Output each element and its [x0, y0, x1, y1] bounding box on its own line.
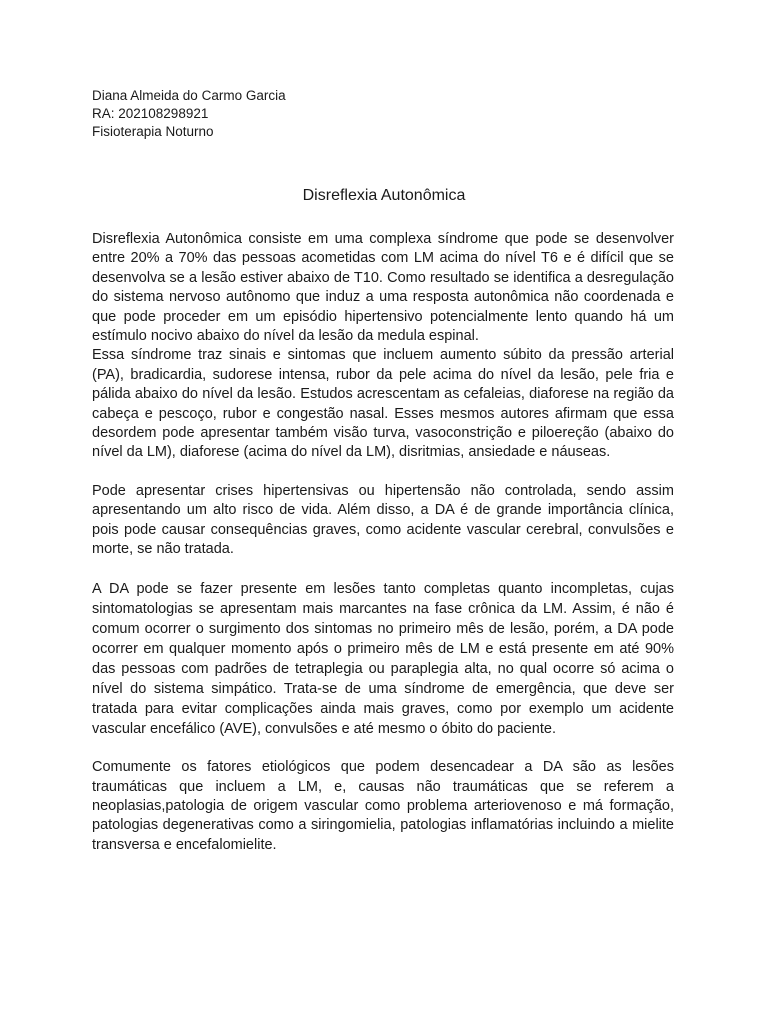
paragraph-4: A DA pode se fazer presente em lesões tanto completas quanto incompletas, cujas sintomatologias se apresentam mais marcantes na fase crônica da LM. Assim, é não é comum ocorrer o surgimento dos sintomas no primeiro mês de lesão, porém, a DA pode ocorrer em qualquer momento após o primeiro mês de LM e está presente em até 90% das pessoas com padrões de tetraplegia ou paraplegia alta, no qual ocorre só acima o nível do sistema simpático. Trata-se de uma síndrome de emergência, que deve ser tratada para evitar complicações ainda mais graves, como por exemplo um acidente vascular encefálico (AVE), convulsões e até mesmo o óbito do paciente. — [92, 580, 674, 738]
paragraph-2: Essa síndrome traz sinais e sintomas que incluem aumento súbito da pressão arterial (PA), bradicardia, sudorese intensa, rubor da pele acima do nível da lesão, pele fria e pálida abaixo do nível da lesão. Estudos acrescentam as cefaleias, diaforese na região da cabeça e pescoço, rubor e congestão nasal. Esses mesmos autores afirmam que essa desordem pode apresentar também visão turva, vasoconstrição e piloereção (abaixo do nível da LM), diaforese (acima do nível da LM), disritmias, ansiedade e náuseas. — [92, 347, 674, 461]
author-name: Diana Almeida do Carmo Garcia — [92, 88, 286, 103]
document-body — [92, 230, 674, 855]
paragraph-1: Disreflexia Autonômica consiste em uma complexa síndrome que pode se desenvolver entre 20% a 70% das pessoas acometidas com LM acima do nível T6 e é difícil que se desenvolva se a lesão estiver abaixo de T10. Como resultado se identifica a desregulação do sistema nervoso autônomo que induz a uma resposta autonômica não coordenada e que pode proceder em um episódio hipertensivo potencialmente lento quando há um estímulo nocivo abaixo do nível da lesão da medula espinal. — [92, 231, 674, 345]
author-header — [92, 87, 286, 141]
course-name: Fisioterapia Noturno — [92, 124, 214, 139]
paragraph-3: Pode apresentar crises hipertensivas ou hipertensão não controlada, sendo assim apresentando um alto risco de vida. Além disso, a DA é de grande importância clínica, pois pode causar consequências graves, como acidente vascular cerebral, convulsões e morte, se não tratada. — [92, 482, 674, 558]
paragraph-5: Comumente os fatores etiológicos que podem desencadear a DA são as lesões traumáticas que incluem a LM, e, causas não traumáticas que se referem a neoplasias,patologia de origem vascular como problema arteriovenoso e má formação, patologias degenerativas como a siringomielia, patologias inflamatórias incluindo a mielite transversa e encefalomielite. — [92, 759, 674, 853]
document-title: Disreflexia Autonômica — [302, 187, 466, 204]
student-ra: RA: 202108298921 — [92, 106, 209, 121]
